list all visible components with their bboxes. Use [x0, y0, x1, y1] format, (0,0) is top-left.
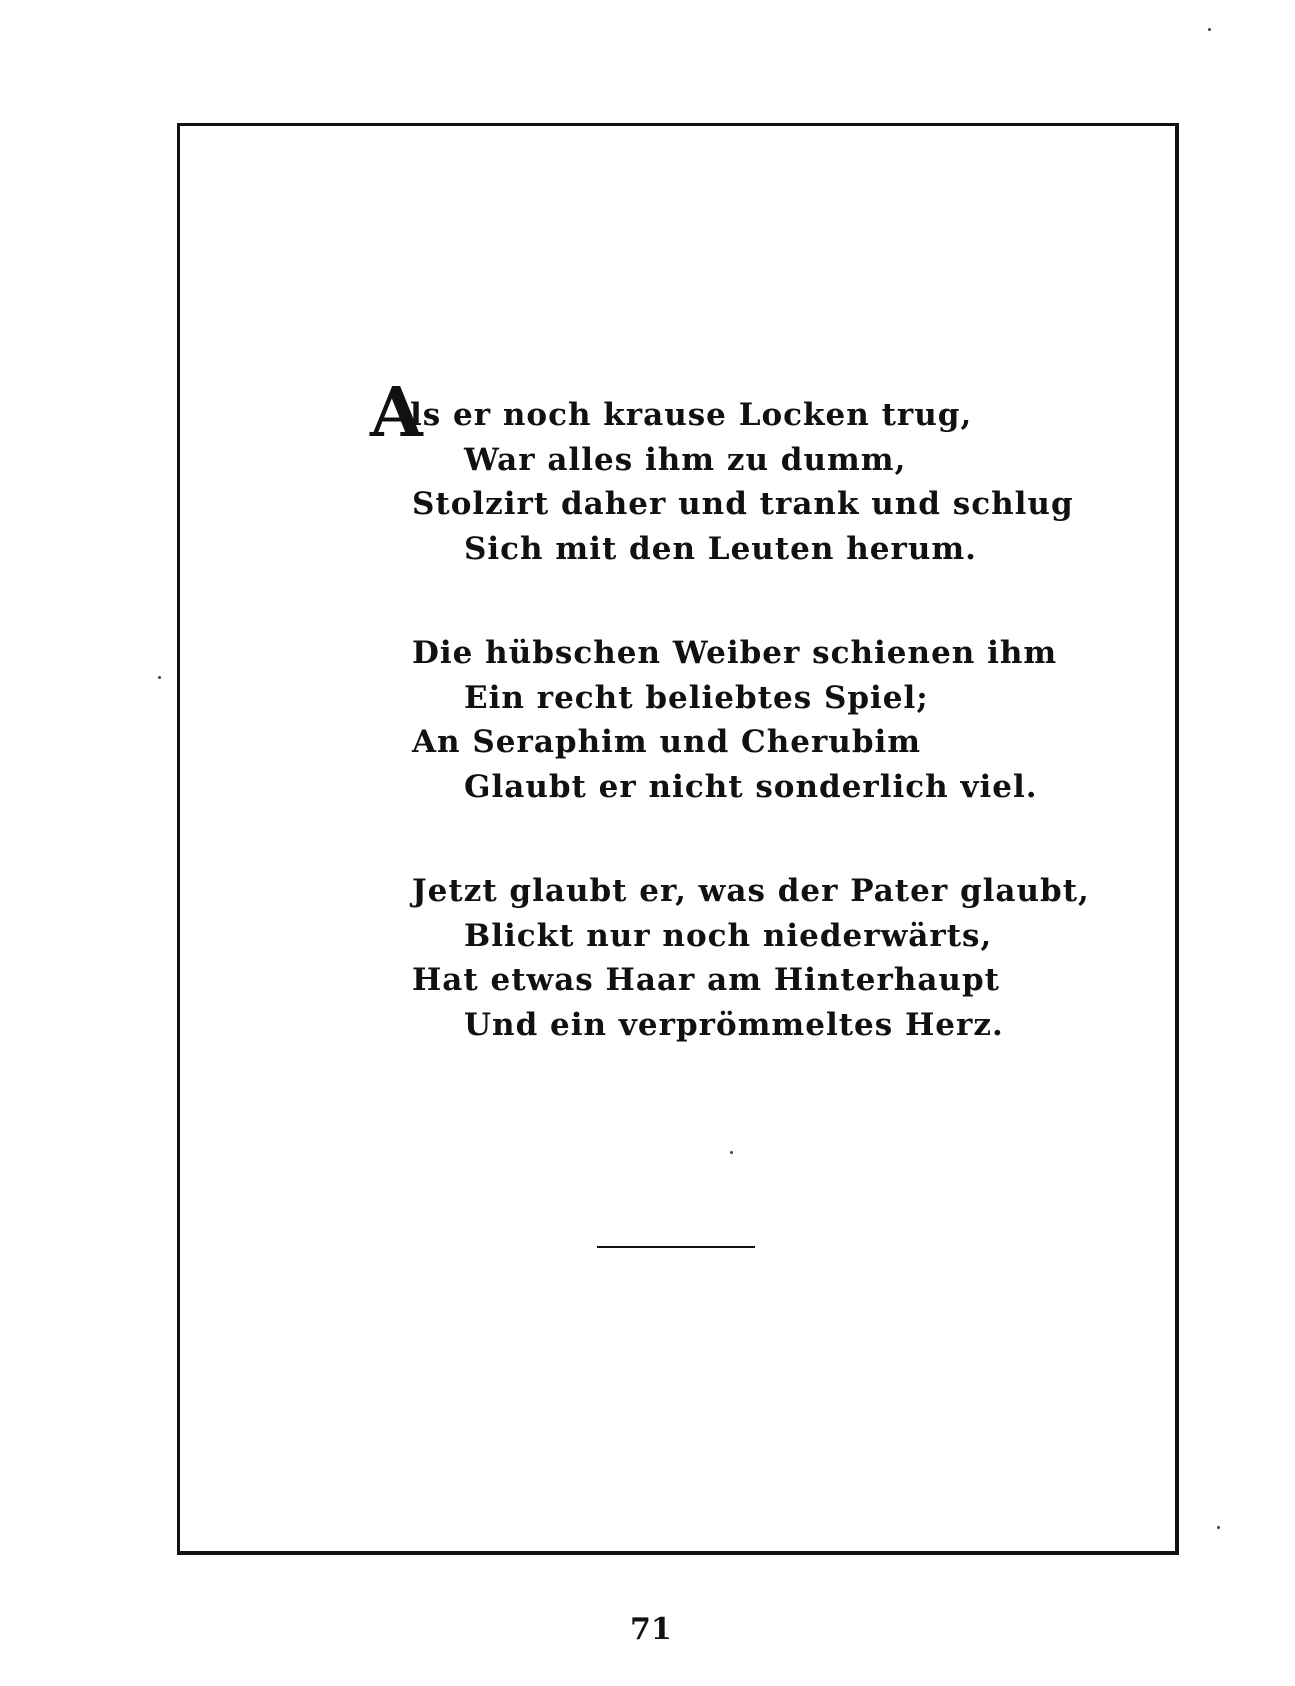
drop-cap: A	[370, 373, 423, 453]
stanza-3	[370, 869, 1090, 1047]
verse-line: Sich mit den Leuten herum.	[464, 530, 977, 567]
scan-speck	[1217, 1526, 1220, 1529]
verse-line: Und ein verprömmeltes Herz.	[464, 1006, 1004, 1043]
page-number: 71	[630, 1612, 672, 1647]
verse-line: An Seraphim und Cherubim	[412, 724, 922, 760]
poem	[370, 373, 1090, 1107]
verse-line: Ein recht beliebtes Spiel;	[464, 679, 929, 716]
verse-line: Stolzirt daher und trank und schlug	[412, 486, 1074, 522]
verse-line: Blickt nur noch niederwärts,	[464, 917, 993, 954]
scan-speck	[1208, 28, 1211, 31]
stanza-1	[370, 373, 1090, 571]
verse-line: Die hübschen Weiber schienen ihm	[412, 635, 1058, 671]
stanza-2	[370, 631, 1090, 809]
scan-speck	[158, 676, 161, 679]
verse-line: Jetzt glaubt er, was der Pater glaubt,	[412, 873, 1090, 909]
scan-speck	[730, 1151, 733, 1154]
verse-line: Hat etwas Haar am Hinterhaupt	[412, 962, 1000, 998]
verse-line: War alles ihm zu dumm,	[464, 441, 907, 478]
verse-line: ls er noch krause Locken trug,	[410, 397, 973, 433]
verse-line: Glaubt er nicht sonderlich viel.	[464, 768, 1038, 805]
section-divider-rule	[597, 1246, 755, 1248]
